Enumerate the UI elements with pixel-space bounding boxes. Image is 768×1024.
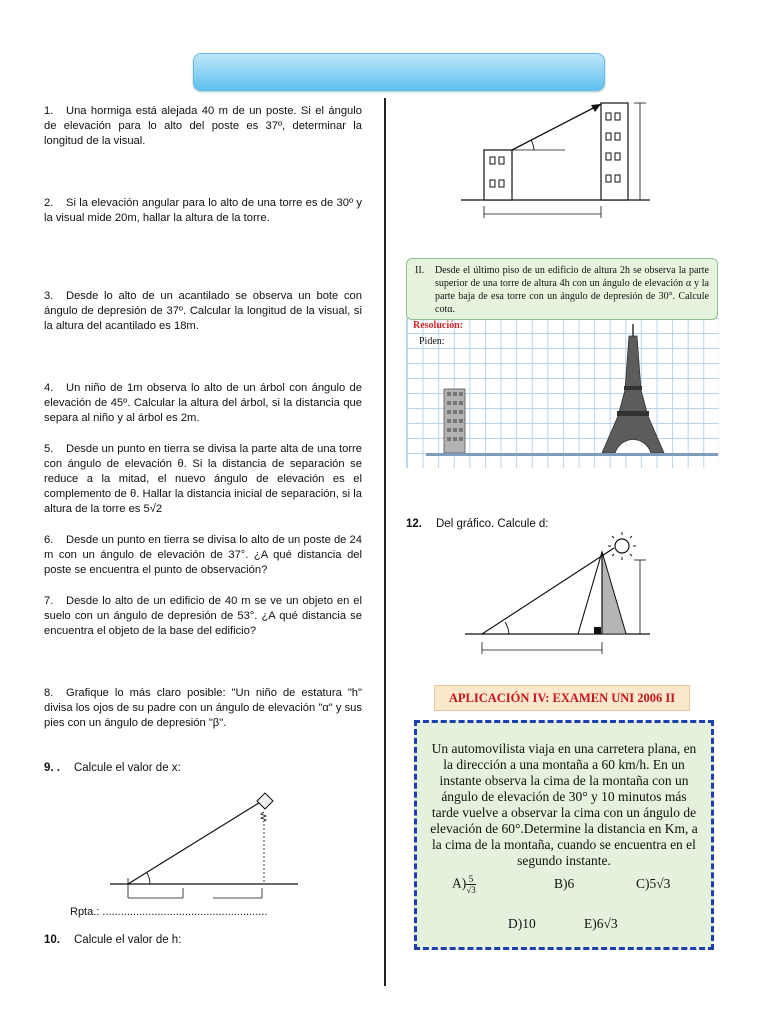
exam-box	[414, 720, 714, 950]
question-8: 8. Grafique lo más claro posible: "Un niño de estatura "h" divisa los ojos de su padre con un ángulo de elevación "α" y sus pies con un ángulo de depresión "β".	[44, 687, 362, 729]
answer-line: Rpta.: ......................................................	[70, 906, 268, 918]
question-10: 10. Calcule el valor de h:	[44, 934, 182, 946]
option-a: A) $\frac{5}{√3}$	[452, 874, 476, 895]
problem-ii-box: II. Desde el último piso de un edificio de altura 2h se observa la parte superior de una torre de altura 4h con un ángulo de elevación α y la parte baja de esa torre con un ángulo de depresión de 30°. Calcule cotα.	[406, 258, 718, 320]
option-e: E)6√3	[584, 916, 618, 931]
question-2: 2. Si la elevación angular para lo alto de una torre es de 30º y la visual mide 20m, hallar la altura de la torre.	[44, 197, 362, 224]
question-6: 6. Desde un punto en tierra se divisa lo alto de un poste de 24 m con un ángulo de elevación de 37°. ¿A qué distancia del poste se encuentra el punto de observación?	[44, 534, 362, 576]
option-c: C)5√3	[636, 876, 671, 891]
question-12: 12. Del gráfico. Calcule d:	[406, 518, 549, 530]
option-b: B)6	[554, 876, 575, 891]
question-7: 7. Desde lo alto de un edificio de 40 m se ve un objeto en el suelo con un ángulo de depresión de 53°. ¿A qué distancia se encuentra el objeto de la base del edificio?	[44, 595, 362, 637]
question-1: 1. Una hormiga está alejada 40 m de un poste. Si el ángulo de elevación para lo alto del poste es 37º, determinar la longitud de la visual.	[44, 105, 362, 147]
resolucion-label: Resolución:	[413, 320, 463, 331]
option-d: D)10	[508, 916, 536, 931]
exam-text: Un automovilista viaja en una carretera plana, en la dirección a una montaña a 60 km/h. En un instante observa la cima de la montaña con un ángulo de elevación de 30° y 10 minutos más tarde vuelve a observar la cima con un ángulo de elevación de 60°.Determine la distancia en Km, a la cima de la montaña, cuando se encuentra en el segundo instante.	[430, 741, 698, 868]
piden-label: Piden:	[419, 336, 445, 347]
question-4: 4. Un niño de 1m observa lo alto de un árbol con ángulo de elevación de 45º. Calcular la altura del árbol, si la distancia que separa al niño y al árbol es 2m.	[44, 382, 362, 424]
sun-icon	[608, 532, 636, 560]
question-3: 3. Desde lo alto de un acantilado se observa un bote con ángulo de depresión de 37º. Calcular la longitud de la visual, si la altura del acantilado es 18m.	[44, 290, 362, 332]
question-9: 9. . Calcule el valor de x:	[44, 762, 181, 774]
question-5: 5. Desde un punto en tierra se divisa la parte alta de una torre con ángulo de elevación θ. Si la distancia de separación se reduce a la mitad, el nuevo ángulo de elevación es el complemento de θ. Hallar la distancia inicial de separación, si la altura de la torre es 5√2	[44, 443, 362, 515]
aplicacion-title: APLICACIÓN IV: EXAMEN UNI 2006 II	[434, 685, 690, 711]
